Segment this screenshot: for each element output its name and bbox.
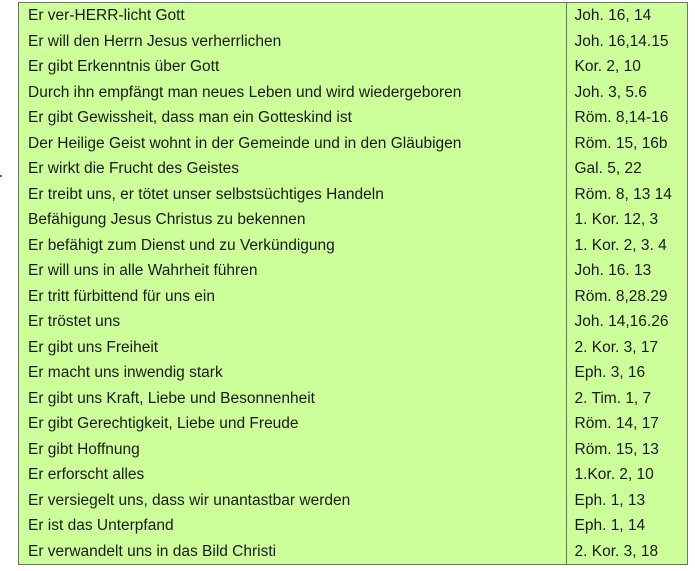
statement-cell: Er will uns in alle Wahrheit führen [28, 262, 258, 279]
bible-reference-cell: Eph. 1, 13 [566, 488, 687, 514]
bible-reference-cell: Röm. 8,14-16 [566, 105, 687, 131]
table-row [19, 80, 687, 106]
statement-cell: Er tröstet uns [28, 313, 121, 330]
bible-reference-cell: Gal. 5, 22 [566, 156, 687, 182]
table-row [19, 360, 687, 386]
holy-spirit-table [18, 2, 688, 565]
bible-reference-cell: Joh. 16. 13 [566, 258, 687, 284]
statement-cell: Der Heilige Geist wohnt in der Gemeinde und in den Gläubigen [28, 134, 462, 152]
statement-cell: Er treibt uns, er tötet unser selbstsüchtiges Handeln [28, 185, 384, 203]
bible-reference-cell: Joh. 3, 5.6 [566, 80, 687, 106]
statement-cell: Befähigung Jesus Christus zu bekennen [28, 211, 306, 228]
bible-reference-cell: Röm. 15, 13 [566, 437, 687, 463]
table-row [19, 462, 687, 488]
table-row [19, 437, 687, 463]
table-row [19, 258, 687, 284]
bible-reference-cell: Röm. 14, 17 [566, 411, 687, 437]
table-row [19, 233, 687, 259]
bible-reference-cell: Joh. 14,16.26 [566, 309, 687, 335]
table-row [19, 309, 687, 335]
statement-cell: Er gibt Gerechtigkeit, Liebe und Freude [28, 415, 299, 432]
table-row [19, 29, 687, 55]
bible-reference-cell: 2. Tim. 1, 7 [566, 386, 687, 412]
table-row [19, 539, 687, 565]
statement-cell: Er wirkt die Frucht des Geistes [28, 160, 240, 177]
statement-cell: Durch ihn empfängt man neues Leben und wird wiedergeboren [28, 83, 462, 101]
statement-cell: Er ver-HERR-licht Gott [28, 7, 185, 24]
bible-reference-cell: 1. Kor. 2, 3. 4 [566, 233, 687, 259]
table-row [19, 513, 687, 539]
bible-reference-cell: Kor. 2, 10 [566, 54, 687, 80]
statement-cell: Er will den Herrn Jesus verherrlichen [28, 32, 282, 50]
statement-cell: Er gibt Erkenntnis über Gott [28, 58, 220, 75]
statement-cell: Er gibt Gewissheit, dass man ein Gotteskind ist [28, 109, 352, 126]
table-row [19, 488, 687, 514]
bible-reference-cell: 1. Kor. 12, 3 [566, 207, 687, 233]
bible-reference-cell: Röm. 8, 13 14 [566, 182, 687, 208]
table-row [19, 131, 687, 157]
table-row [19, 284, 687, 310]
stray-dot-mark [0, 175, 2, 177]
bible-reference-cell: 2. Kor. 3, 17 [566, 335, 687, 361]
bible-reference-cell: Eph. 3, 16 [566, 360, 687, 386]
statement-cell: Er gibt uns Freiheit [28, 338, 159, 356]
table-row [19, 3, 687, 29]
table-row [19, 182, 687, 208]
statement-cell: Er gibt Hoffnung [28, 440, 140, 458]
statement-cell: Er versiegelt uns, dass wir unantastbar werden [28, 491, 351, 509]
table-row [19, 54, 687, 80]
statement-cell: Er macht uns inwendig stark [28, 364, 223, 381]
bible-reference-cell: 1.Kor. 2, 10 [566, 462, 687, 488]
bible-reference-cell: Röm. 15, 16b [566, 131, 687, 157]
statement-cell: Er gibt uns Kraft, Liebe und Besonnenheit [28, 389, 315, 407]
table-row [19, 207, 687, 233]
bible-reference-cell: Joh. 16,14.15 [566, 29, 687, 55]
table-row [19, 335, 687, 361]
statement-cell: Er tritt fürbittend für uns ein [28, 287, 215, 305]
scripture-table [19, 3, 687, 564]
statement-cell: Er erforscht alles [28, 466, 145, 483]
bible-reference-cell: Eph. 1, 14 [566, 513, 687, 539]
statement-cell: Er ist das Unterpfand [28, 517, 174, 534]
bible-reference-cell: 2. Kor. 3, 18 [566, 539, 687, 565]
bible-reference-cell: Joh. 16, 14 [566, 3, 687, 29]
statement-cell: Er befähigt zum Dienst und zu Verkündigung [28, 236, 335, 254]
table-row [19, 411, 687, 437]
statement-cell: Er verwandelt uns in das Bild Christi [28, 542, 277, 560]
table-row [19, 156, 687, 182]
table-row [19, 386, 687, 412]
table-row [19, 105, 687, 131]
bible-reference-cell: Röm. 8,28.29 [566, 284, 687, 310]
